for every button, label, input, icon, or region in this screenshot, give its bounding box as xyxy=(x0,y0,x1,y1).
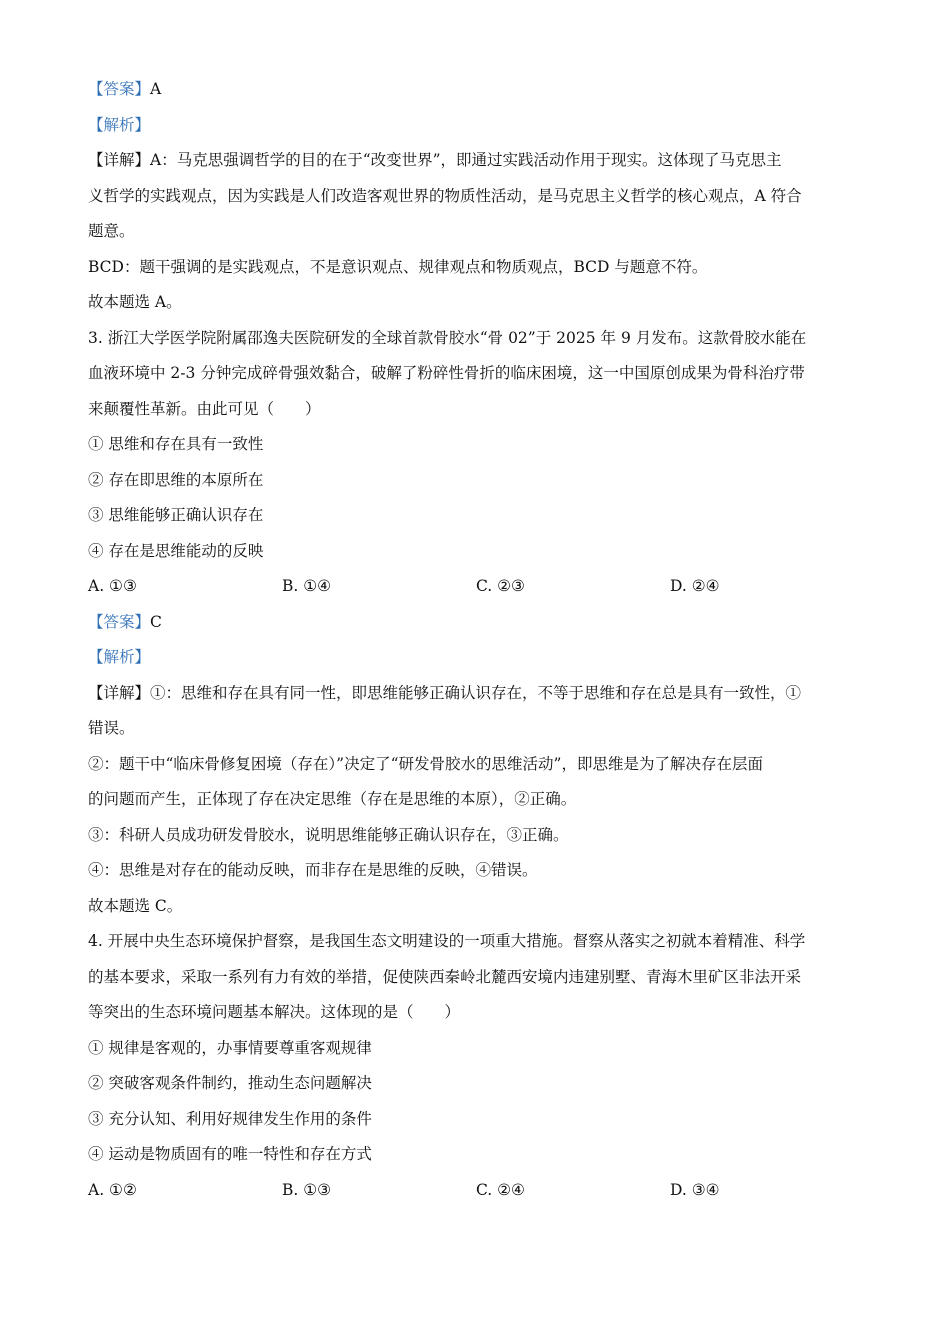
q3-item-3: ③ 思维能够正确认识存在 xyxy=(88,506,264,524)
q4-item-4: ④ 运动是物质固有的唯一特性和存在方式 xyxy=(88,1145,372,1163)
q4-item-3: ③ 充分认知、利用好规律发生作用的条件 xyxy=(88,1109,372,1128)
q4-item-2: ② 突破客观条件制约，推动生态问题解决 xyxy=(88,1074,372,1092)
q2-detail-line-3: 题意。 xyxy=(88,222,135,240)
answer-value: C xyxy=(150,612,162,631)
answer-tag: 【答案】 xyxy=(88,80,151,98)
q3-option-b: B. ①④ xyxy=(282,577,332,595)
q3-detail-2-line-1: ②：题干中“临床骨修复困境（存在）”决定了“研发骨胶水的思维活动”，即思维是为了解决存在层面 xyxy=(88,754,763,773)
q2-detail-line-1 xyxy=(88,143,864,179)
detail-text: ①：思维和存在具有同一性，即思维能够正确认识存在，不等于思维和存在总是具有一致性，① xyxy=(150,683,802,702)
q3-answer xyxy=(88,605,864,641)
q3-conclusion: 故本题选 C。 xyxy=(88,896,183,915)
q3-detail-3: ③：科研人员成功研发骨胶水，说明思维能够正确认识存在，③正确。 xyxy=(88,825,569,844)
q2-bcd: BCD：题干强调的是实践观点，不是意识观点、规律观点和物质观点，BCD 与题意不符。 xyxy=(88,257,708,276)
q3-option-d: D. ②④ xyxy=(670,577,720,595)
q3-detail-1-line-1 xyxy=(88,676,864,712)
answer-tag: 【答案】 xyxy=(88,612,151,631)
q2-analysis-tag: 【解析】 xyxy=(88,115,151,134)
detail-tag: 【详解】 xyxy=(88,683,151,702)
q3-analysis-tag: 【解析】 xyxy=(88,648,151,666)
q2-conclusion: 故本题选 A。 xyxy=(88,293,182,311)
q2-answer xyxy=(88,72,864,108)
q3-detail-1-line-2: 错误。 xyxy=(88,719,135,737)
q3-stem-line-3: 来颠覆性革新。由此可见（ ） xyxy=(88,399,321,418)
q3-option-c: C. ②③ xyxy=(476,577,525,595)
q4-option-d: D. ③④ xyxy=(670,1180,720,1199)
detail-tag: 【详解】 xyxy=(88,151,151,169)
q4-option-b: B. ①③ xyxy=(282,1180,332,1199)
q3-detail-2-line-2: 的问题而产生，正体现了存在决定思维（存在是思维的本原），②正确。 xyxy=(88,790,577,808)
detail-text: A：马克思强调哲学的目的在于“改变世界”，即通过实践活动作用于现实。这体现了马克思主 xyxy=(150,151,782,169)
document-page xyxy=(88,72,864,1208)
q4-options xyxy=(88,1173,864,1209)
q3-stem-line-1: 3. 浙江大学医学院附属邵逸夫医院研发的全球首款骨胶水“骨 02”于 2025 年 9 月发布。这款骨胶水能在 xyxy=(88,328,807,347)
q4-option-a: A. ①② xyxy=(88,1180,137,1199)
q3-item-2: ② 存在即思维的本原所在 xyxy=(88,470,264,489)
q4-stem-line-3: 等突出的生态环境问题基本解决。这体现的是（ ） xyxy=(88,1003,461,1021)
q3-options xyxy=(88,569,864,605)
q3-detail-4: ④：思维是对存在的能动反映，而非存在是思维的反映，④错误。 xyxy=(88,861,538,879)
q4-item-1: ① 规律是客观的，办事情要尊重客观规律 xyxy=(88,1038,372,1057)
q4-stem-line-2: 的基本要求，采取一系列有力有效的举措，促使陕西秦岭北麓西安境内违建别墅、青海木里矿区非法开采 xyxy=(88,967,802,986)
q3-stem-line-2: 血液环境中 2-3 分钟完成碎骨强效黏合，破解了粉碎性骨折的临床困境，这一中国原创成果为骨科治疗带 xyxy=(88,364,805,382)
q4-stem-line-1: 4. 开展中央生态环境保护督察，是我国生态文明建设的一项重大措施。督察从落实之初就本着精准、科学 xyxy=(88,932,806,950)
answer-value: A xyxy=(150,80,162,98)
q3-item-1: ① 思维和存在具有一致性 xyxy=(88,435,264,453)
q3-item-4: ④ 存在是思维能动的反映 xyxy=(88,541,264,560)
q3-option-a: A. ①③ xyxy=(88,577,137,595)
q4-option-c: C. ②④ xyxy=(476,1180,525,1199)
q2-detail-line-2: 义哲学的实践观点，因为实践是人们改造客观世界的物质性活动，是马克思主义哲学的核心观点，A 符合 xyxy=(88,186,802,205)
